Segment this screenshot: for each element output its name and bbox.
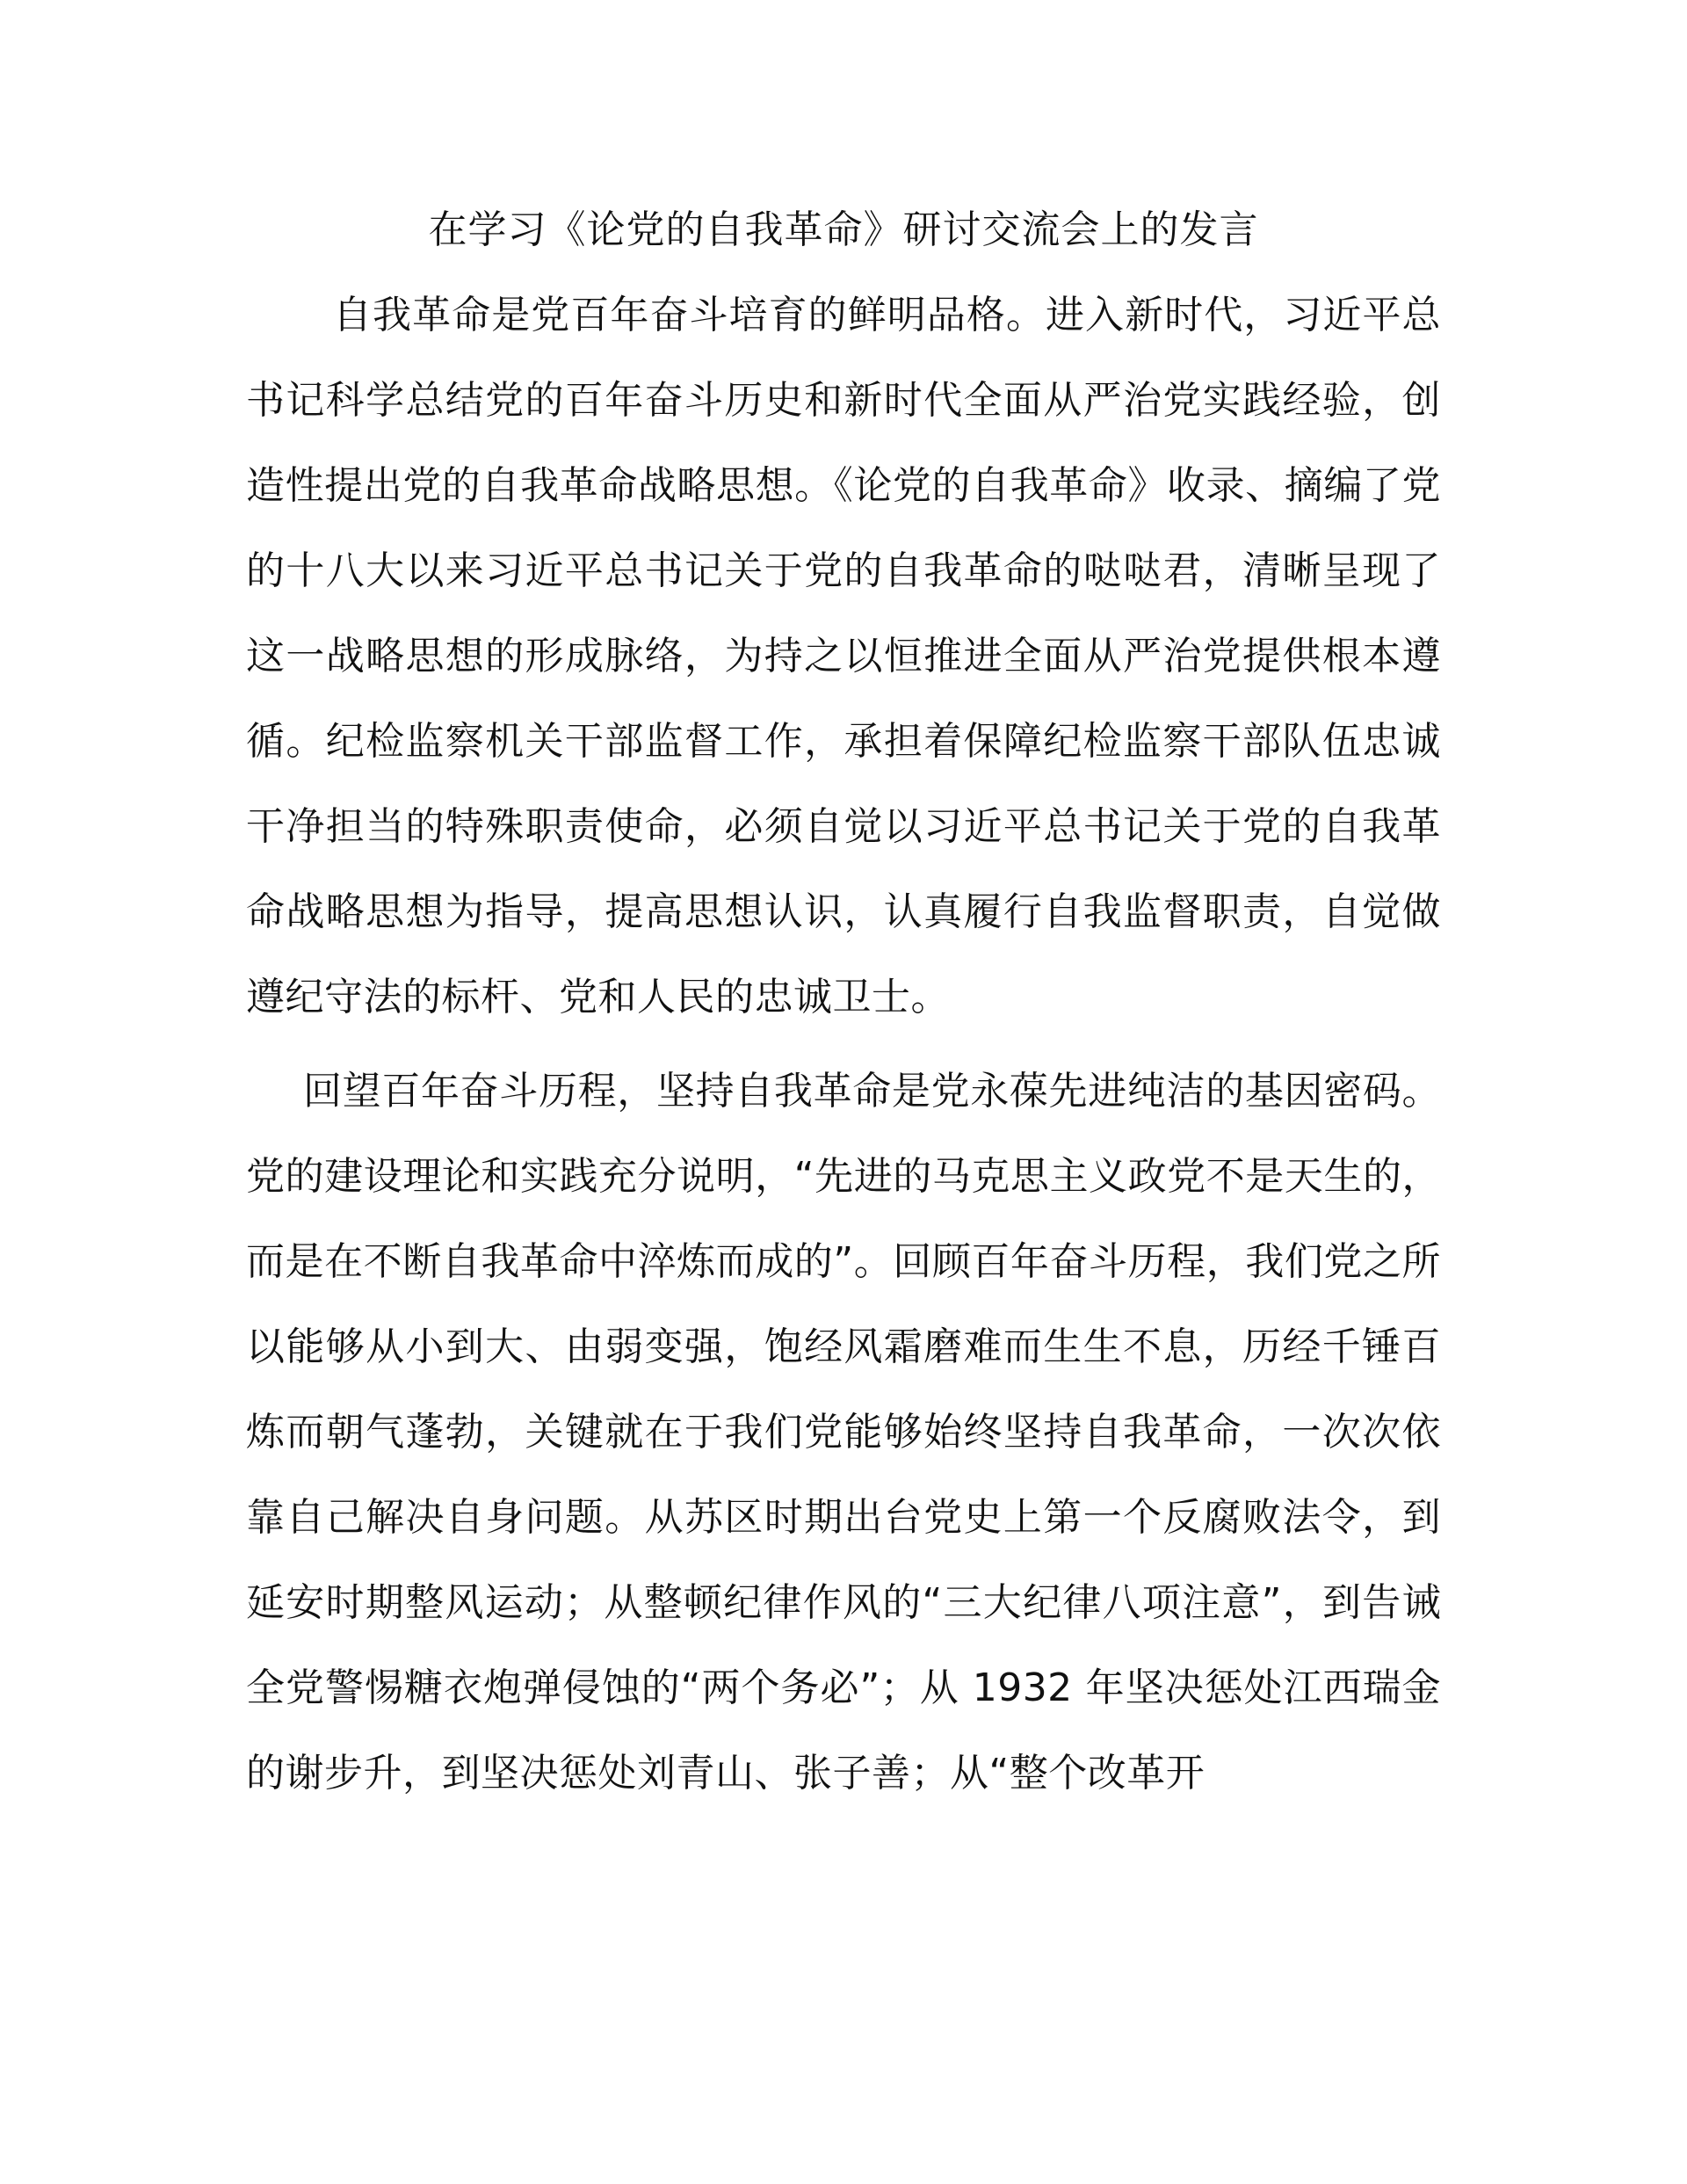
paragraph-1: 自我革命是党百年奋斗培育的鲜明品格。进入新时代，习近平总书记科学总结党的百年奋斗历史和新时代全面从严治党实践经验，创造性提出党的自我革命战略思想。《论党的自我革命》收录、摘编了党的十八大以来习近平总书记关于党的自我革命的哒哒君，清晰呈现了这一战略思想的形成脉络，为持之以恒推进全面从严治党提供根本遵循。纪检监察机关干部监督工作，承担着保障纪检监察干部队伍忠诚干净担当的特殊职责使命，必须自觉以习近平总书记关于党的自我革命战略思想为指导，提高思想认识，认真履行自我监督职责，自觉做遵纪守法的标杆、党和人民的忠诚卫士。	[246, 293, 1441, 1019]
document-body	[246, 272, 1441, 1825]
paragraph-2: 回望百年奋斗历程，坚持自我革命是党永葆先进纯洁的基因密码。党的建设理论和实践充分说明，“先进的马克思主义政党不是天生的，而是在不断自我革命中淬炼而成的”。回顾百年奋斗历程，我们党之所以能够从小到大、由弱变强，饱经风霜磨难而生生不息，历经千锤百炼而朝气蓬勃，关键就在于我们党能够始终坚持自我革命，一次次依靠自己解决自身问题。从苏区时期出台党史上第一个反腐败法令，到延安时期整风运动；从整顿纪律作风的“三大纪律八项注意”，到告诫全党警惕糖衣炮弹侵蚀的“两个务必”；从 1932 年坚决惩处江西瑞金的谢步升，到坚决惩处刘青山、张子善；从“整个改革开	[246, 1069, 1441, 1796]
document-title: 在学习《论党的自我革命》研讨交流会上的发言	[428, 207, 1259, 252]
